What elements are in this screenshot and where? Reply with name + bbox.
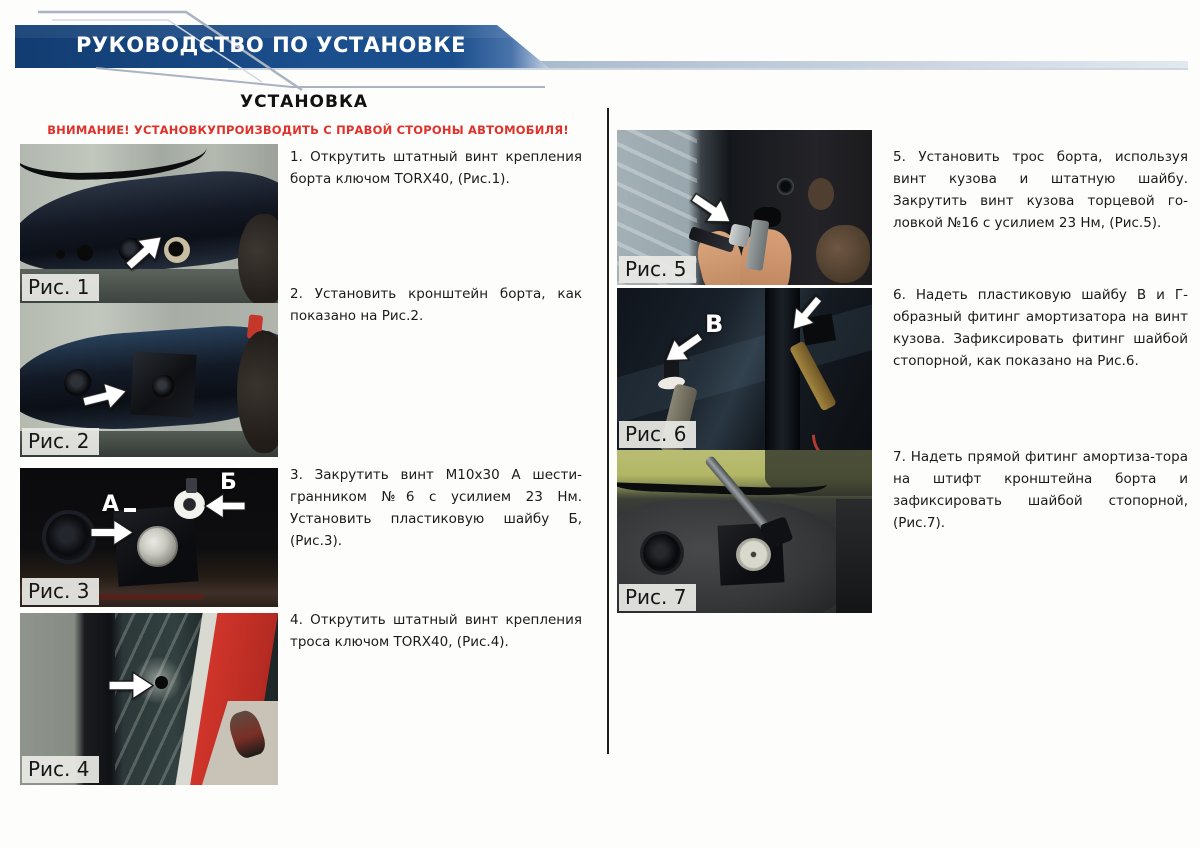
torx-bolt	[46, 514, 92, 560]
figure-1-photo	[20, 144, 278, 303]
stud	[186, 478, 197, 493]
instruction-step-5: 5. Установить трос борта, используя винт кузова и штатную шайбу. Закрутить винт кузова торцевой го-ловкой №16 с усилием 23 Нм, (Рис.5).	[893, 149, 1188, 231]
arrow-icon	[204, 492, 246, 520]
marker-A-dash	[124, 508, 136, 512]
figure-label: Рис. 1	[22, 274, 99, 301]
marker-A: А	[102, 492, 120, 517]
figure-label: Рис. 4	[22, 756, 99, 783]
warning-text: ВНИМАНИЕ! УСТАНОВКУПРОИЗВОДИТЬ С ПРАВОЙ СТОРОНЫ АВТОМОБИЛЯ!	[47, 123, 569, 137]
arrow-icon	[108, 670, 154, 701]
cable-screw-hole	[155, 676, 168, 689]
figure-label: Рис. 7	[619, 584, 696, 611]
marker-B: Б	[220, 470, 237, 495]
torx-bolt	[643, 534, 681, 572]
section-title: УСТАНОВКА	[239, 92, 369, 112]
figure-5-photo	[617, 130, 872, 285]
figure-2-photo	[20, 303, 278, 457]
instruction-step-3: 3. Закрутить винт М10х30 А шести-гранником №6 с усилием 23 Нм. Установить пластиковую шайбу Б, (Рис.3).	[290, 467, 582, 549]
background-shape	[836, 499, 872, 613]
bracket-hole	[152, 375, 176, 399]
instruction-step-2: 2. Установить кронштейн борта, как показано на Рис.2.	[290, 286, 582, 324]
figure-label: Рис. 2	[22, 428, 99, 455]
figure-6-photo	[617, 288, 872, 450]
figure-7-photo	[617, 450, 872, 613]
hex-bolt-A	[137, 526, 178, 567]
marker-V: В	[705, 310, 724, 338]
instruction-step-1: 1. Открутить штатный винт крепления борта ключом TORX40, (Рис.1).	[290, 149, 582, 187]
instruction-step-7: 7. Надеть прямой фитинг амортиза-тора на штифт кронштейна борта и зафиксировать шайбой стопорной, (Рис.7).	[893, 449, 1188, 531]
figure-3-photo	[20, 468, 278, 607]
body-hole	[777, 178, 794, 195]
manual-title: РУКОВОДСТВО ПО УСТАНОВКЕ	[76, 33, 466, 57]
figure-label: Рис. 3	[22, 578, 99, 605]
lock-washer	[736, 538, 771, 571]
arrow-icon	[90, 518, 134, 547]
column-divider	[607, 108, 609, 754]
figure-label: Рис. 5	[619, 256, 696, 283]
frame-hole	[56, 250, 65, 259]
instruction-step-6: 6. Надеть пластиковую шайбу В и Г-образный фитинг амортизатора на винт кузова. Зафиксировать фитинг шайбой стопорной, как показано на Рис.6.	[893, 287, 1188, 369]
figure-label: Рис. 6	[619, 421, 696, 448]
figure-4-photo	[20, 613, 278, 785]
background-blob	[808, 178, 834, 210]
plastic-washer-B	[174, 490, 205, 519]
red-wire	[798, 378, 872, 450]
background-blob	[816, 225, 870, 283]
frame-hole	[77, 245, 93, 261]
instruction-step-4: 4. Открутить штатный винт крепления троса ключом TORX40, (Рис.4).	[290, 612, 582, 650]
floor-streak	[98, 594, 204, 600]
tire-foam	[238, 214, 278, 303]
